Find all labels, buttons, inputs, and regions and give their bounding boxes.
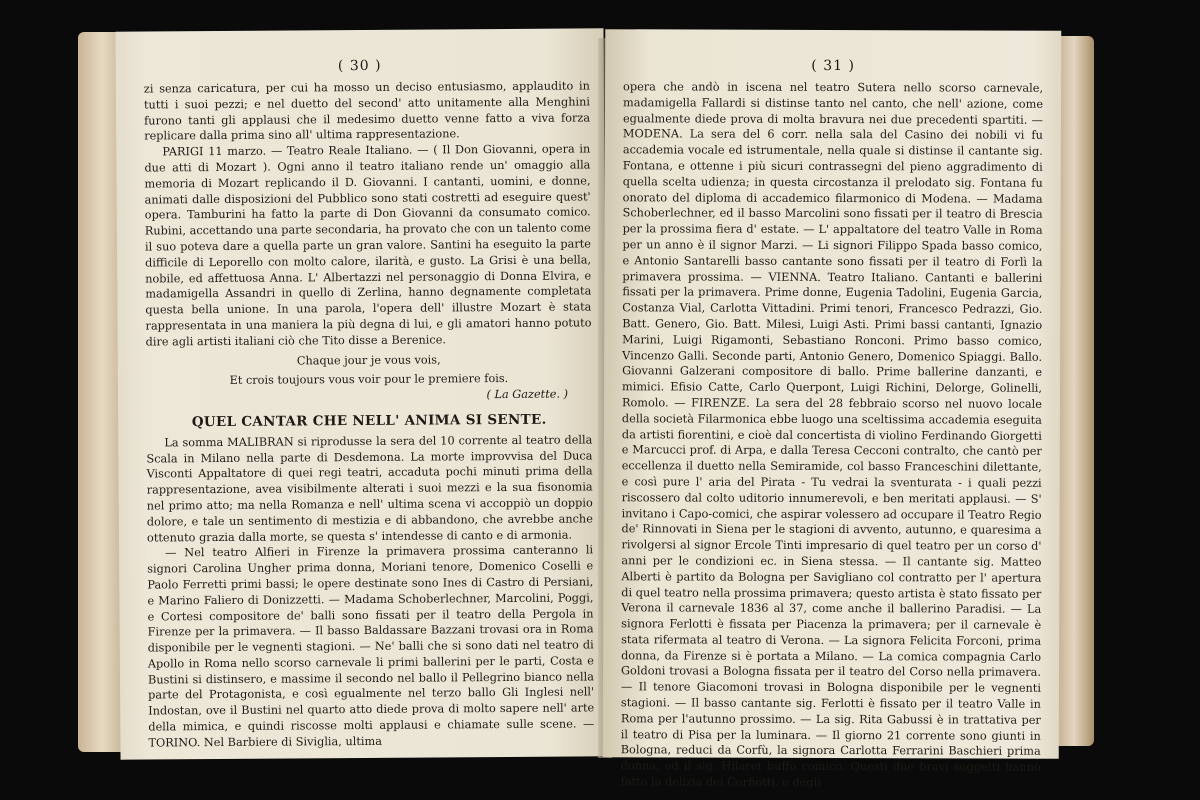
right-page	[603, 29, 1062, 790]
page-number-left: ( 30 )	[337, 57, 382, 75]
quote-line-1: Chaque jour je vous vois,	[296, 352, 441, 368]
open-book	[78, 18, 1094, 790]
left-page-text	[116, 78, 609, 751]
left-paragraph-3: La somma MALIBRAN si riprodusse la sera del 10 corrente al teatro della Scala in Milano nella parte di Desdemona. La morte improvvisa del Duca Visconti Appaltatore di quei regi teatri, accaduta pochi minuti prima della rappresentazione, avea visibilmente alterati i suoi mezzi e la sua fisonomia nel primo atto; ma nella Romanza e nell' ultima scena vi accoppiò un doppio dolore, e tale un sentimento di mestizia e di abbandono, che avrebbe anche ottenuto grazia dalla morte, se questa s' intendesse di canto e di armonia.	[146, 433, 593, 545]
quote-line-2: Et crois toujours vous voir pour le premiere fois.	[229, 372, 509, 388]
page-number-right: ( 31 )	[811, 57, 855, 75]
left-page	[115, 28, 608, 759]
right-paragraph-1: opera che andò in iscena nel teatro Sutera nello scorso carnevale, madamigella Fallardi si distinse tanto nel canto, che nell' azione, come egualmente diede prova di molta bravura nei due precedenti spartiti. — MODENA. La sera del 6 corr. nella sala del Casino dei nobili vi fu accademia vocale ed istrumentale, nella quale si distinse il cantante sig. Fontana, e ottenne i più sicuri contrassegni del pieno aggradimento di quella scelta udienza; in questa circostanza il prelodato sig. Fontana fu onorato del diploma di accademico filarmonico di Modena. — Madama Schoberlechner, ed il basso Marcolini sono fissati per il teatro di Brescia per la prossima fiera d' estate. — L' appaltatore del teatro Valle in Roma per un anno è il signor Marzi. — Li signori Filippo Spada basso comico, e Antonio Santarelli basso cantante sono fissati per il teatro di Forlì la primavera prossima. — VIENNA. Teatro Italiano. Cantanti e ballerini fissati per la primavera. Prime donne, Eugenia Tadolini, Eugenia Garcia, Costanza Vial, Carlotta Vittadini. Primi tenori, Francesco Pedrazzi, Gio. Batt. Genero, Gio. Batt. Milesi, Luigi Asti. Primi bassi cantanti, Ignazio Marini, Luigi Rigamonti, Sebastiano Ronconi. Primo basso comico, Vincenzo Galli. Seconde parti, Antonio Genero, Domenico Spiaggi. Ballo. Giovanni Galzerani compositore di ballo. Prime ballerine danzanti, e mimici. Efisio Catte, Carlo Querpont, Luigi Richini, Delorge, Golinelli, Romolo. — FIRENZE. La sera del 28 febbraio scorso nel nuovo locale della società Filarmonica ebbe luogo una sceltissima accademia eseguita da artisti fiorentini, e cioè dal concertista di violino Ferdinando Giorgetti e Marcucci prof. di Arpa, e dalla Teresa Cecconi contralto, che cantò per eccellenza il duetto nella Semiramide, col basso Franceschini dilettante, e così pure l' aria del Pirata - Tu vedrai la sventurata - i quali pezzi riscossero dal colto uditorio innumerevoli, e ben meritati applausi. — S' invitano i Capo-comici, che aspirar volessero ad occupare il Teatro Regio de' Rinnovati in Siena per le stagioni di avvento, autunno, e quaresima a rivolgersi al signor Ercole Tinti impresario di quel teatro per un corso d' anni per le condizioni ec. in Siena stessa. — Il cantante sig. Matteo Alberti è partito da Bologna per Savigliano col contratto per l' apertura di quel teatro nella prossima primavera; questo artista è stato fissato per Verona il carnevale 1836 al 37, come anche il ballerino Paradisi. — La signora Ferlotti è fissata per Piacenza la primavera; per il carnevale è stata rifermata al teatro di Verona. — La signora Felicita Forconi, prima donna, da Firenze si è portata a Milano. — La comica compagnia Carlo Goldoni trovasi a Bologna fissata per il teatro del Corso nella primavera. — Il tenore Giacomoni trovasi in Bologna disponibile per le vegnenti stagioni. — Il basso cantante sig. Ferlotti è fissato per il teatro Valle in Roma per l'autunno prossimo. — La sig. Rita Gabussi è in trattativa per il teatro di Pisa per la luminara. — Il giorno 21 corrente sono giunti in Bologna, reduci da Corfù, la signora Carlotta Ferrarini Baschieri prima donna, ed il sig. Hilaret buffo comico. Questi due bravi soggetti hanno fatto la delizia dei Corfiotti, e degli	[620, 80, 1044, 790]
left-paragraph-2: PARIGI 11 marzo. — Teatro Reale Italiano. — ( Il Don Giovanni, opera in due atti di Mozart ). Ogni anno il teatro italiano rende un' omaggio alla memoria di Mozart replicando il D. Giovanni. I cantanti, uomini, e donne, animati dalle disposizioni del Pubblico sono stati costretti ad eseguire quest' opera. Tamburini ha fatto la parte di Don Giovanni da consumato comico. Rubini, accettando una parte secondaria, ha provato che con un talento come il suo poteva dare a quella parte un gran valore. Santini ha eseguito la parte difficile di Leporello con molto calore, ilarità, e gusto. La Grisi è una bella, nobile, ed affettuosa Anna. L' Albertazzi nel personaggio di Donna Elvira, e madamigella Assandri in quello di Zerlina, hanno degnamente completata questa bella unione. In una parola, l'opera dell' illustre Mozart è stata rappresentata in una maniera la più degna di lui, e gli amatori hanno potuto dire agli artisti italiani ciò che Tito disse a Berenice.	[144, 142, 592, 349]
left-paragraph-4: — Nel teatro Alfieri in Firenze la primavera prossima canteranno li signori Carolina Ungher prima donna, Moriani tenore, Domenico Coselli e Paolo Ferretti primi bassi; le opere destinate sono Ines di Castro di Persiani, e Marino Faliero di Donizzetti. — Madama Schoberlechner, Marcolini, Poggi, e Cortesi compositore de' balli sono fissati per il teatro della Pergola in Firenze per la primavera. — Il basso Baldassare Bazzani trovasi ora in Roma disponibile per le vegnenti stagioni. — Ne' balli che si sono dati nel teatro di Apollo in Roma nello scorso carnevale li primi ballerini per le parti, Costa e Bustini si distinsero, e massime il secondo nel ballo il Pellegrino bianco nella parte del Protagonista, e così egualmente nel terzo ballo Gli Inglesi nell' Indostan, ove il Bustini nel quarto atto diede prova di molto sapere nell' arte della mimica, e quindi riscosse molti applausi e chiamate sulle scene. — TORINO. Nel Barbiere di Siviglia, ultima	[147, 543, 595, 750]
right-page-text	[603, 79, 1061, 791]
quote-source: ( La Gazette. )	[486, 387, 569, 402]
left-paragraph-1: zi senza caricatura, per cui ha mosso un deciso entusiasmo, applaudito in tutti i suoi pezzi; e nel duetto del second' atto unitamente alla Menghini furono tanti gli applausi che il medesimo duetto venne fatto a viva forza replicare dalla prima sino all' ultima rappresentazione.	[143, 79, 591, 143]
section-heading: QUEL CANTAR CHE NELL' ANIMA SI SENTE.	[191, 411, 547, 431]
